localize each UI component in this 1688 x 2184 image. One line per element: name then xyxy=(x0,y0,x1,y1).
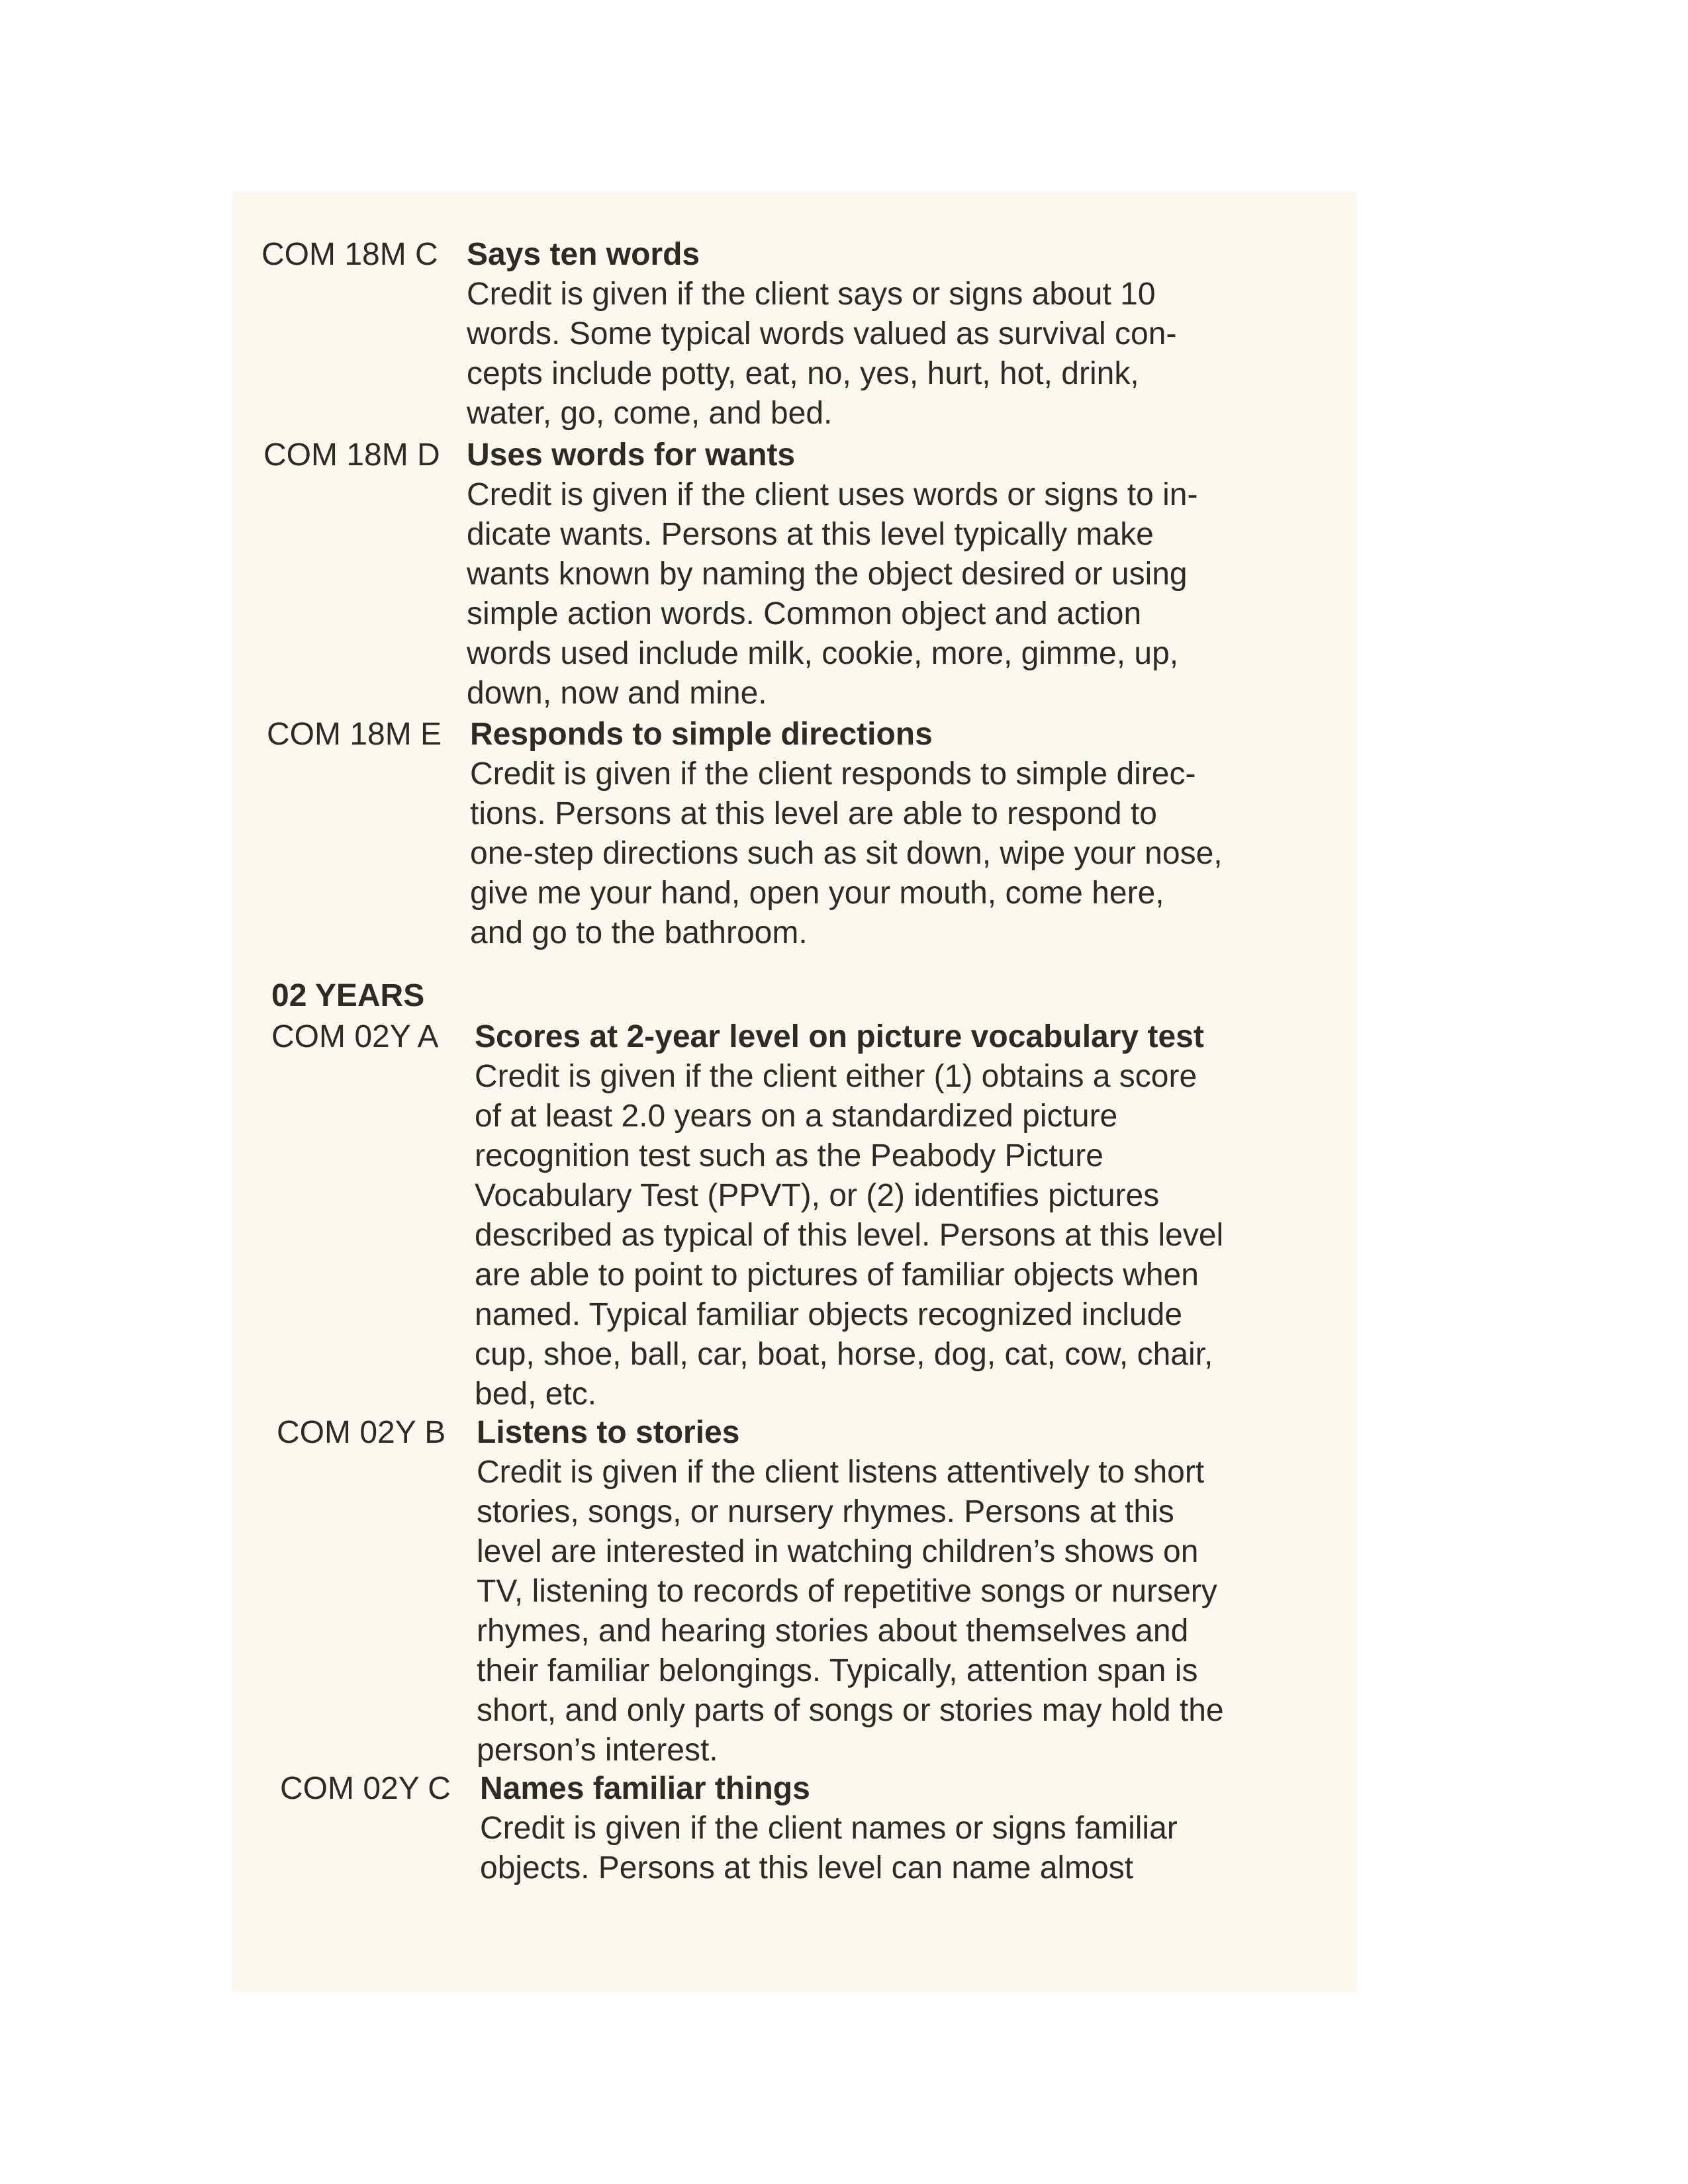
entry-title: Listens to stories xyxy=(477,1415,740,1450)
entry-code: COM 02Y B xyxy=(277,1415,446,1450)
entry-code: COM 18M E xyxy=(267,717,442,752)
entry-code: COM 02Y C xyxy=(280,1771,451,1806)
entry-text-line: short, and only parts of songs or stories may hold the xyxy=(477,1693,1224,1728)
entry-text-line: named. Typical familiar objects recognized include xyxy=(475,1297,1183,1332)
entry-code: COM 02Y A xyxy=(271,1019,439,1054)
entry-text-line: cepts include potty, eat, no, yes, hurt, hot, drink, xyxy=(467,356,1139,391)
entry-text-line: down, now and mine. xyxy=(467,676,767,711)
entry-text-line: simple action words. Common object and action xyxy=(467,596,1142,631)
entry-title: Names familiar things xyxy=(480,1771,810,1806)
entry-text-line: described as typical of this level. Persons at this level xyxy=(475,1218,1224,1253)
entry-text-line: one-step directions such as sit down, wipe your nose, xyxy=(470,836,1223,871)
entry-title: Responds to simple directions xyxy=(470,717,933,752)
entry-com-18m-e xyxy=(267,715,1359,953)
entry-text-line: Credit is given if the client responds to simple direc- xyxy=(470,756,1196,792)
entry-title: Says ten words xyxy=(467,237,700,272)
entry-title: Uses words for wants xyxy=(467,437,796,473)
entry-text-line: Credit is given if the client listens attentively to short xyxy=(477,1455,1205,1490)
entry-text-line: tions. Persons at this level are able to respond to xyxy=(470,796,1157,831)
entry-com-02y-a xyxy=(271,1017,1364,1414)
entry-com-02y-c xyxy=(280,1769,1372,1888)
entry-text-line: Credit is given if the client names or signs familiar xyxy=(480,1811,1178,1846)
entry-text-line: Vocabulary Test (PPVT), or (2) identifies pictures xyxy=(475,1178,1160,1213)
entry-text-line: give me your hand, open your mouth, come here, xyxy=(470,876,1164,911)
section-heading: 02 YEARS xyxy=(271,978,425,1013)
entry-text-line: of at least 2.0 years on a standardized picture xyxy=(475,1099,1118,1134)
entry-text-line: TV, listening to records of repetitive songs or nursery xyxy=(477,1574,1217,1609)
entry-text-line: words used include milk, cookie, more, gimme, up, xyxy=(467,636,1179,671)
entry-text-line: and go to the bathroom. xyxy=(470,915,808,950)
entry-com-02y-b xyxy=(277,1413,1369,1770)
entry-code: COM 18M D xyxy=(263,437,440,473)
entry-text-line: level are interested in watching children’s shows on xyxy=(477,1534,1199,1569)
entry-text-line: are able to point to pictures of familiar objects when xyxy=(475,1257,1199,1293)
entry-text-line: wants known by naming the object desired or using xyxy=(467,557,1188,592)
entry-text-line: bed, etc. xyxy=(475,1377,597,1412)
entry-title: Scores at 2-year level on picture vocabulary test xyxy=(475,1019,1204,1054)
entry-text-line: Credit is given if the client either (1) obtains a score xyxy=(475,1059,1197,1094)
entry-com-18m-c xyxy=(261,235,1354,433)
entry-text-line: their familiar belongings. Typically, attention span is xyxy=(477,1653,1198,1688)
entry-text-line: words. Some typical words valued as survival con- xyxy=(467,316,1177,351)
entry-code: COM 18M C xyxy=(261,237,438,272)
entry-text-line: rhymes, and hearing stories about themselves and xyxy=(477,1614,1189,1649)
entry-text-line: dicate wants. Persons at this level typically make xyxy=(467,517,1154,552)
entry-text-line: objects. Persons at this level can name almost xyxy=(480,1850,1134,1886)
entry-text-line: recognition test such as the Peabody Picture xyxy=(475,1138,1103,1173)
entry-text-line: Credit is given if the client says or signs about 10 xyxy=(467,277,1156,312)
entry-text-line: water, go, come, and bed. xyxy=(467,396,833,431)
entry-text-line: Credit is given if the client uses words or signs to in- xyxy=(467,477,1198,512)
entry-text-line: stories, songs, or nursery rhymes. Persons at this xyxy=(477,1494,1174,1529)
entry-text-line: person’s interest. xyxy=(477,1733,718,1768)
entry-com-18m-d xyxy=(263,435,1356,713)
entry-text-line: cup, shoe, ball, car, boat, horse, dog, cat, cow, chair, xyxy=(475,1337,1213,1372)
